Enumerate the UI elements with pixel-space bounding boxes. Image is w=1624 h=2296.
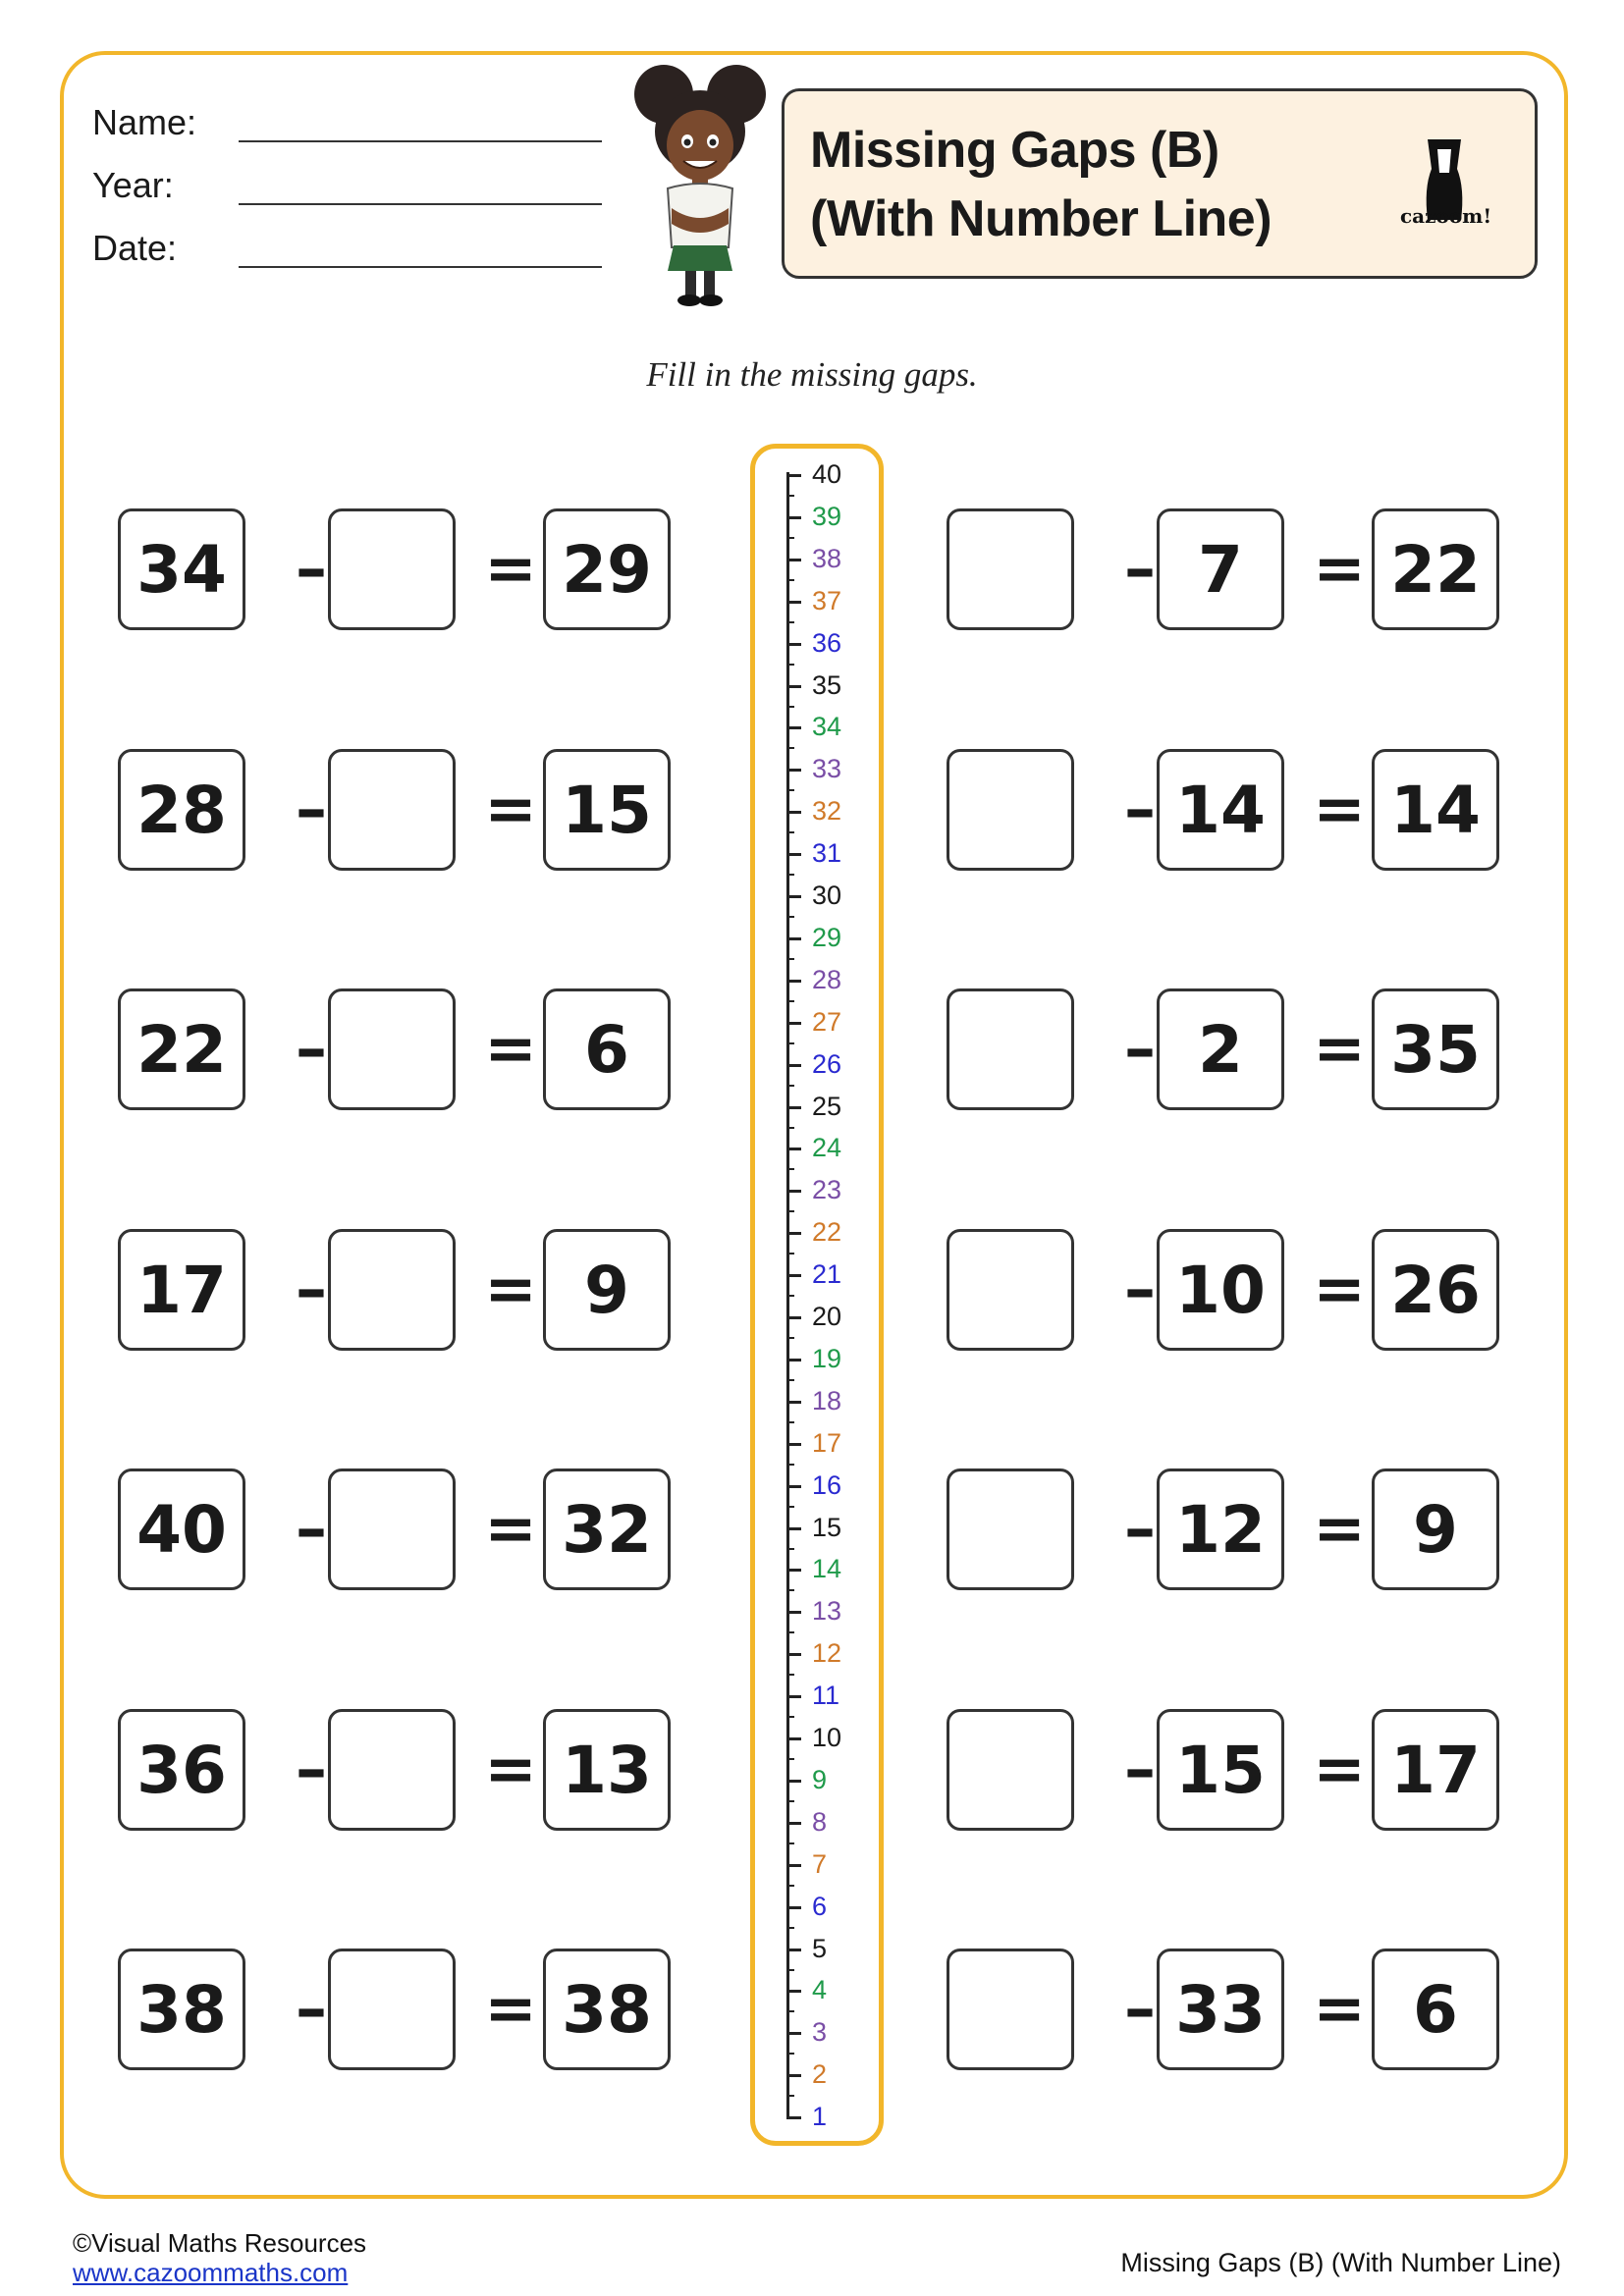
number-line-tick	[786, 1316, 801, 1319]
number-line-tick	[786, 1949, 801, 1951]
name-label: Name:	[92, 102, 197, 142]
answer-box[interactable]	[947, 1468, 1074, 1590]
logo-text: cazoom!	[1400, 204, 1492, 228]
minus-sign: –	[1124, 1254, 1156, 1326]
number-box: 34	[118, 508, 245, 630]
equals-sign: =	[484, 1493, 537, 1566]
number-line-minor-tick	[786, 1589, 794, 1591]
number-box: 2	[1157, 988, 1284, 1110]
number-line-tick	[786, 1274, 801, 1277]
number-box: 9	[1372, 1468, 1499, 1590]
number-box: 36	[118, 1709, 245, 1831]
minus-sign: –	[1124, 1973, 1156, 2046]
minus-sign: –	[296, 1493, 327, 1566]
equals-sign: =	[1313, 1973, 1366, 2046]
number-line-label: 25	[812, 1092, 842, 1121]
number-line-tick	[786, 601, 801, 604]
number-line-minor-tick	[786, 874, 794, 876]
answer-box[interactable]	[947, 988, 1074, 1110]
answer-box[interactable]	[328, 1709, 456, 1831]
number-line-minor-tick	[786, 1337, 794, 1339]
number-line-label: 31	[812, 838, 842, 868]
equals-sign: =	[1313, 1013, 1366, 1086]
number-line-minor-tick	[786, 747, 794, 749]
number-line-tick	[786, 1990, 801, 1993]
number-line-label: 3	[812, 2017, 828, 2047]
number-line-tick	[786, 685, 801, 688]
number-line-label: 34	[812, 712, 842, 741]
number-line-minor-tick	[786, 2053, 794, 2055]
date-field[interactable]	[239, 266, 602, 268]
number-line-label: 13	[812, 1596, 842, 1626]
minus-sign: –	[1124, 774, 1156, 846]
number-line-minor-tick	[786, 621, 794, 623]
number-box: 22	[118, 988, 245, 1110]
answer-box[interactable]	[947, 1229, 1074, 1351]
number-line-minor-tick	[786, 1716, 794, 1718]
minus-sign: –	[296, 533, 327, 606]
number-line-label: 19	[812, 1344, 842, 1373]
instruction-text: Fill in the missing gaps.	[646, 355, 978, 394]
number-box: 22	[1372, 508, 1499, 630]
equals-sign: =	[484, 1254, 537, 1326]
number-line-minor-tick	[786, 2010, 794, 2012]
number-box: 6	[1372, 1949, 1499, 2070]
number-line-label: 37	[812, 586, 842, 615]
number-line-minor-tick	[786, 1421, 794, 1423]
number-line-label: 18	[812, 1386, 842, 1415]
number-line-tick	[786, 895, 801, 898]
number-line-tick	[786, 937, 801, 940]
number-line-minor-tick	[786, 1295, 794, 1297]
number-line-tick	[786, 1485, 801, 1488]
number-line-minor-tick	[786, 1253, 794, 1255]
answer-box[interactable]	[328, 508, 456, 630]
number-box: 17	[118, 1229, 245, 1351]
number-line-tick	[786, 1106, 801, 1109]
number-line-label: 1	[812, 2102, 828, 2131]
number-line-tick	[786, 1022, 801, 1025]
worksheet-title	[810, 116, 1272, 253]
number-box: 26	[1372, 1229, 1499, 1351]
number-line-label: 14	[812, 1554, 842, 1583]
number-line-tick	[786, 980, 801, 983]
number-line-minor-tick	[786, 1127, 794, 1129]
girl-character-illustration	[617, 61, 784, 312]
number-box: 28	[118, 749, 245, 871]
number-line-label: 26	[812, 1049, 842, 1079]
number-line-minor-tick	[786, 706, 794, 708]
number-line-minor-tick	[786, 1927, 794, 1929]
number-box: 9	[543, 1229, 671, 1351]
number-line-tick	[786, 1148, 801, 1150]
number-line-tick	[786, 769, 801, 772]
number-line-minor-tick	[786, 537, 794, 539]
number-line-label: 4	[812, 1975, 828, 2004]
number-line-tick	[786, 1232, 801, 1235]
number-line-label: 28	[812, 965, 842, 994]
number-box: 13	[543, 1709, 671, 1831]
number-line-label: 9	[812, 1765, 828, 1794]
number-box: 32	[543, 1468, 671, 1590]
year-field[interactable]	[239, 203, 602, 205]
minus-sign: –	[1124, 1493, 1156, 1566]
answer-box[interactable]	[328, 1229, 456, 1351]
number-line-tick	[786, 811, 801, 814]
number-line-minor-tick	[786, 1042, 794, 1044]
number-line-minor-tick	[786, 1464, 794, 1466]
number-line-label: 30	[812, 881, 842, 910]
number-box: 38	[543, 1949, 671, 2070]
number-box: 12	[1157, 1468, 1284, 1590]
equals-sign: =	[1313, 1254, 1366, 1326]
equals-sign: =	[484, 774, 537, 846]
answer-box[interactable]	[947, 508, 1074, 630]
number-line-tick	[786, 853, 801, 856]
number-line-minor-tick	[786, 958, 794, 960]
answer-box[interactable]	[328, 749, 456, 871]
equals-sign: =	[1313, 1493, 1366, 1566]
number-line-label: 22	[812, 1217, 842, 1247]
number-box: 15	[1157, 1709, 1284, 1831]
number-line-minor-tick	[786, 1758, 794, 1760]
number-line-tick	[786, 559, 801, 561]
number-box: 40	[118, 1468, 245, 1590]
number-line-tick	[786, 1906, 801, 1909]
number-line-minor-tick	[786, 831, 794, 833]
number-line-label: 40	[812, 459, 842, 489]
number-line-minor-tick	[786, 1506, 794, 1508]
number-line-tick	[786, 2032, 801, 2035]
number-line-label: 21	[812, 1259, 842, 1289]
answer-box[interactable]	[328, 1949, 456, 2070]
number-line-label: 10	[812, 1723, 842, 1752]
number-line-tick	[786, 1569, 801, 1572]
number-line-label: 11	[812, 1681, 840, 1710]
number-line-label: 12	[812, 1638, 842, 1668]
number-line-label: 32	[812, 796, 842, 826]
number-line-label: 20	[812, 1302, 842, 1331]
number-line-minor-tick	[786, 1379, 794, 1381]
answer-box[interactable]	[947, 1709, 1074, 1831]
equals-sign: =	[484, 1013, 537, 1086]
number-line-tick	[786, 1401, 801, 1404]
number-box: 17	[1372, 1709, 1499, 1831]
number-line-tick	[786, 1780, 801, 1783]
number-line-minor-tick	[786, 1168, 794, 1170]
number-line-label: 35	[812, 670, 842, 700]
minus-sign: –	[296, 1013, 327, 1086]
number-line-minor-tick	[786, 789, 794, 791]
number-line-tick	[786, 1864, 801, 1867]
number-line-tick	[786, 1822, 801, 1825]
number-box: 29	[543, 508, 671, 630]
answer-box[interactable]	[947, 749, 1074, 871]
number-line-minor-tick	[786, 1085, 794, 1087]
date-label: Date:	[92, 228, 178, 268]
minus-sign: –	[1124, 533, 1156, 606]
number-line-tick	[786, 2074, 801, 2077]
number-line-label: 16	[812, 1470, 842, 1500]
minus-sign: –	[296, 1734, 327, 1806]
number-line-minor-tick	[786, 579, 794, 581]
number-line-minor-tick	[786, 1842, 794, 1844]
number-box: 14	[1372, 749, 1499, 871]
minus-sign: –	[296, 774, 327, 846]
number-line-minor-tick	[786, 1631, 794, 1633]
number-line-label: 29	[812, 923, 842, 952]
number-line-label: 27	[812, 1007, 842, 1037]
number-line-tick	[786, 1611, 801, 1614]
minus-sign: –	[296, 1254, 327, 1326]
number-line-minor-tick	[786, 1800, 794, 1802]
number-box: 14	[1157, 749, 1284, 871]
footer-page-title: Missing Gaps (B) (With Number Line)	[1120, 2248, 1561, 2277]
answer-box[interactable]	[328, 1468, 456, 1590]
number-line-minor-tick	[786, 1969, 794, 1971]
number-box: 6	[543, 988, 671, 1110]
number-line-label: 23	[812, 1175, 842, 1204]
number-line-tick	[786, 1527, 801, 1530]
year-label: Year:	[92, 165, 174, 205]
equals-sign: =	[484, 1973, 537, 2046]
minus-sign: –	[296, 1973, 327, 2046]
number-line-label: 38	[812, 544, 842, 573]
number-line-tick	[786, 474, 801, 477]
number-line-tick	[786, 1695, 801, 1698]
number-line-label: 24	[812, 1133, 842, 1162]
number-line-minor-tick	[786, 1000, 794, 1002]
equals-sign: =	[484, 1734, 537, 1806]
number-line-minor-tick	[786, 1210, 794, 1212]
number-line-tick	[786, 1190, 801, 1193]
number-line-label: 36	[812, 628, 842, 658]
number-box: 38	[118, 1949, 245, 2070]
number-line-minor-tick	[786, 1885, 794, 1887]
number-line-minor-tick	[786, 495, 794, 497]
number-box: 10	[1157, 1229, 1284, 1351]
number-line-label: 17	[812, 1428, 842, 1458]
number-line-label: 39	[812, 502, 842, 531]
number-line-tick	[786, 2116, 801, 2119]
number-box: 15	[543, 749, 671, 871]
number-line-label: 15	[812, 1513, 842, 1542]
equals-sign: =	[1313, 774, 1366, 846]
number-line-tick	[786, 1443, 801, 1446]
number-line-minor-tick	[786, 916, 794, 918]
minus-sign: –	[1124, 1013, 1156, 1086]
number-line-label: 5	[812, 1934, 828, 1963]
number-line-minor-tick	[786, 1674, 794, 1676]
number-line-tick	[786, 1359, 801, 1362]
number-line-tick	[786, 516, 801, 519]
number-line-label: 33	[812, 754, 842, 783]
number-line-tick	[786, 1064, 801, 1067]
title-line-2: (With Number Line)	[810, 190, 1272, 247]
number-box: 35	[1372, 988, 1499, 1110]
equals-sign: =	[1313, 1734, 1366, 1806]
answer-box[interactable]	[328, 988, 456, 1110]
number-line-label: 2	[812, 2059, 828, 2089]
number-box: 33	[1157, 1949, 1284, 2070]
number-line-tick	[786, 726, 801, 729]
number-line-label: 8	[812, 1807, 828, 1837]
number-box: 7	[1157, 508, 1284, 630]
equals-sign: =	[1313, 533, 1366, 606]
number-line-label: 6	[812, 1892, 828, 1921]
footer-copyright: ©Visual Maths Resources	[73, 2228, 367, 2258]
number-line-tick	[786, 643, 801, 646]
answer-box[interactable]	[947, 1949, 1074, 2070]
number-line-tick	[786, 1653, 801, 1656]
number-line-minor-tick	[786, 1548, 794, 1550]
footer-website-link[interactable]: www.cazoommaths.com	[73, 2258, 349, 2287]
name-field[interactable]	[239, 140, 602, 142]
equals-sign: =	[484, 533, 537, 606]
number-line-tick	[786, 1737, 801, 1740]
minus-sign: –	[1124, 1734, 1156, 1806]
number-line-minor-tick	[786, 2095, 794, 2097]
number-line-minor-tick	[786, 664, 794, 666]
number-line-label: 7	[812, 1849, 828, 1879]
title-line-1: Missing Gaps (B)	[810, 122, 1219, 179]
